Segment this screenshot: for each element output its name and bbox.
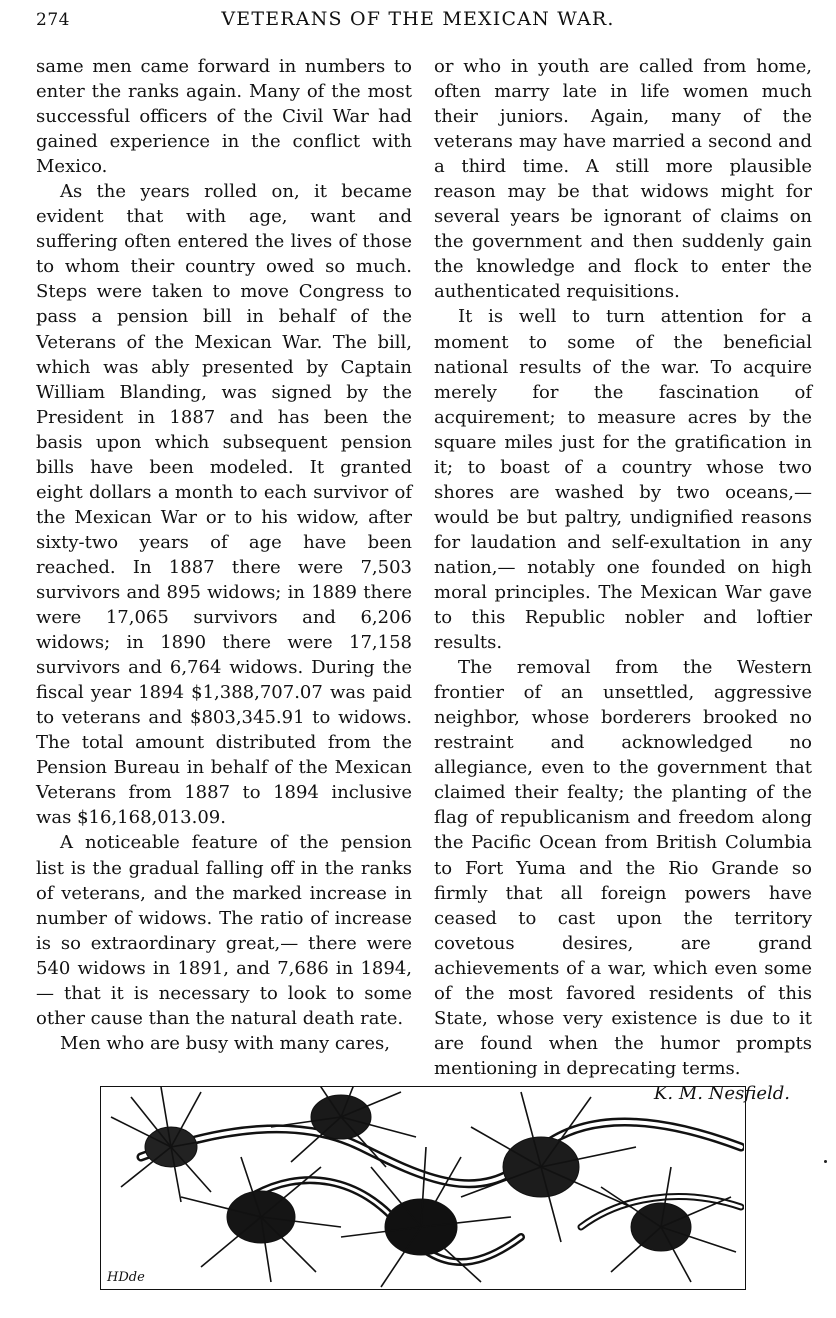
paragraph: A noticeable feature of the pension list is the gradual falling off in the ranks of veterans, and the marked increase in number of widows. The ratio of increase is so extraordinary great,— there were 540 widows in 1891, and 7,686 in 1894,— that it is necessary to look to some other cause than the natural death rate. <box>36 832 412 1029</box>
page-number: 274 <box>36 10 70 30</box>
paragraph: or who in youth are called from home, often marry late in life women much their juniors. Again, many of the veterans may have married a second and a third time. A still more plausible reason may be that widows might for several years be ignorant of claims on the government and then suddenly gain the knowledge and flock to enter the authenticated requisitions. <box>434 56 812 303</box>
running-title: VETERANS OF THE MEXICAN WAR. <box>221 8 615 30</box>
paragraph: same men came forward in numbers to enter the ranks again. Many of the most successful officers of the Civil War had gained experience in the conflict with Mexico. <box>36 56 412 178</box>
right-column <box>434 54 812 1106</box>
thistle-drawing <box>101 1087 744 1288</box>
paragraph: Men who are busy with many cares, <box>60 1032 390 1054</box>
paragraph: It is well to turn attention for a moment to some of the beneficial national results of the war. To acquire merely for the fascination of acquirement; to measure acres by the square miles just for the gratification in it; to boast of a country whose two shores are washed by two oceans,— would be but paltry, undignified reasons for laudation and self-exultation in any nation,— notably one founded on high moral principles. The Mexican War gave to this Republic nobler and loftier results. <box>434 306 812 654</box>
thistle-illustration <box>100 1086 746 1290</box>
author-signature: K. M. Nesfield. <box>653 1082 790 1104</box>
paragraph: As the years rolled on, it became evident that with age, want and suffering often entered the lives of those to whom their country owed so much. Steps were taken to move Congress to pass a pension bill in behalf of the Veterans of the Mexican War. The bill, which was ably presented by Captain William Blanding, was signed by the President in 1887 and has been the basis upon which subsequent pension bills have been modeled. It granted eight dollars a month to each survivor of the Mexican War or to his widow, after sixty-two years of age have been reached. In 1887 there were 7,503 survivors and 895 widows; in 1889 there were 17,065 survivors and 6,206 widows; in 1890 there were 17,158 survivors and 6,764 widows. During the fiscal year 1894 $1,388,707.07 was paid to veterans and $803,345.91 to widows. The total amount distributed from the Pension Bureau in behalf of the Mexican Veterans from 1887 to 1894 inclusive was $16,168,013.09. <box>36 181 412 829</box>
stray-mark <box>824 1160 827 1163</box>
paragraph: The removal from the Western frontier of an unsettled, aggressive neighbor, whose borderers brooked no restraint and acknowledged no allegiance, even to the government that claimed their fealty; the planting of the flag of republicanism and freedom along the Pacific Ocean from British Columbia to Fort Yuma and the Rio Grande so firmly that all foreign powers have ceased to cast upon the territory covetous desires, are grand achievements of a war, which even some of the most favored residents of this State, whose very existence is due to it are found when the humor prompts mentioning in deprecating terms. <box>434 657 812 1079</box>
left-column <box>36 54 412 1056</box>
artist-monogram: HDde <box>107 1270 145 1285</box>
